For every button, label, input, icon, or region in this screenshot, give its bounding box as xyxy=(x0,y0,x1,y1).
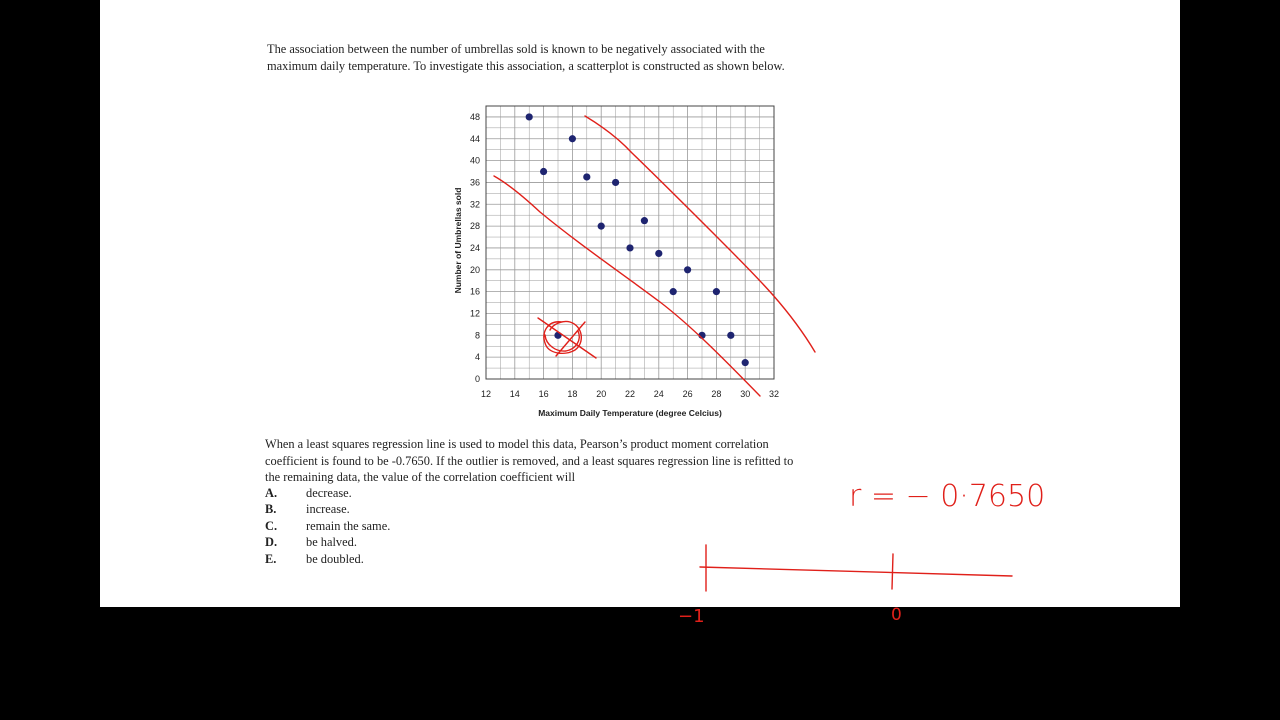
option-letter: E. xyxy=(265,551,277,566)
data-point xyxy=(684,266,691,273)
option-text: increase. xyxy=(306,502,350,517)
y-tick-label: 12 xyxy=(469,308,480,319)
data-point xyxy=(713,288,720,295)
question-paragraph xyxy=(265,436,793,486)
x-tick-label: 16 xyxy=(538,389,549,399)
y-tick-label: 48 xyxy=(469,111,480,122)
data-point xyxy=(670,288,677,295)
data-point xyxy=(526,113,533,120)
data-point xyxy=(727,332,734,339)
number-line-label-neg1: −1 xyxy=(678,606,705,627)
x-axis-title: Maximum Daily Temperature (degree Celcius) xyxy=(538,408,722,418)
data-point xyxy=(540,168,547,175)
y-tick-label: 16 xyxy=(469,286,480,297)
intro-line: The association between the number of umbrellas sold is known to be negatively associated with the xyxy=(267,42,765,56)
data-point xyxy=(554,332,561,339)
option-letter: D. xyxy=(265,535,278,550)
r-value-annotation: r = − 0·7650 xyxy=(849,479,1046,514)
x-tick-label: 32 xyxy=(768,389,780,399)
number-line-label-0: 0 xyxy=(891,605,902,625)
question-line: the remaining data, the value of the correlation coefficient will xyxy=(265,470,576,484)
x-tick-label: 22 xyxy=(624,389,636,399)
option-letter: B. xyxy=(265,502,277,517)
y-tick-label: 0 xyxy=(474,374,480,384)
x-tick-label: 18 xyxy=(567,389,578,399)
y-tick-label: 4 xyxy=(474,352,480,363)
data-point xyxy=(655,250,662,257)
option-text: be halved. xyxy=(306,535,357,550)
intro-line: maximum daily temperature. To investigate this association, a scatterplot is constructed as shown below. xyxy=(267,58,785,73)
y-tick-label: 40 xyxy=(469,155,480,166)
option-text: decrease. xyxy=(306,486,352,500)
data-point xyxy=(641,217,648,224)
option-text: be doubled. xyxy=(306,551,364,566)
data-point xyxy=(626,244,633,251)
y-axis-title: Number of Umbrellas sold xyxy=(453,187,463,294)
x-tick-label: 24 xyxy=(653,389,664,399)
x-tick-label: 14 xyxy=(509,389,520,399)
x-tick-label: 30 xyxy=(740,389,751,399)
x-tick-label: 12 xyxy=(480,389,492,399)
data-point xyxy=(742,359,749,366)
x-tick-label: 26 xyxy=(682,389,693,399)
y-tick-label: 20 xyxy=(469,264,480,275)
data-point xyxy=(598,223,605,230)
option-letter: C. xyxy=(265,518,278,533)
y-tick-label: 36 xyxy=(469,177,480,188)
x-tick-label: 20 xyxy=(596,389,607,399)
data-point xyxy=(583,173,590,180)
data-point xyxy=(569,135,576,142)
data-point xyxy=(698,332,705,339)
y-tick-label: 24 xyxy=(469,242,480,253)
y-tick-label: 44 xyxy=(469,133,480,144)
option-letter: A. xyxy=(265,486,278,500)
y-tick-label: 28 xyxy=(469,221,480,232)
option-text: remain the same. xyxy=(306,518,391,533)
y-tick-label: 8 xyxy=(474,330,480,341)
data-point xyxy=(612,179,619,186)
question-line: When a least squares regression line is used to model this data, Pearson’s product moment correlation xyxy=(265,437,769,451)
x-tick-label: 28 xyxy=(711,389,722,399)
y-tick-label: 32 xyxy=(469,199,480,210)
question-line: coefficient is found to be -0.7650. If the outlier is removed, and a least squares regression line is refitted to xyxy=(265,453,794,468)
